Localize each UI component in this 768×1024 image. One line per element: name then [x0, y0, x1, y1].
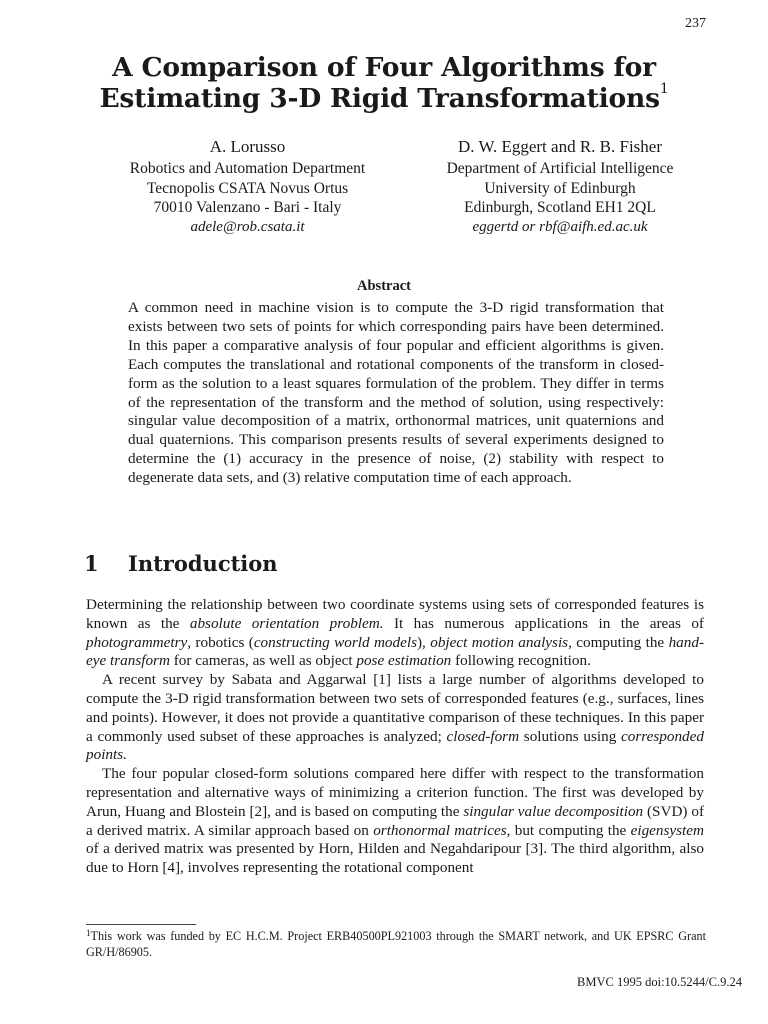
- author-department: Robotics and Automation Department: [129, 160, 366, 177]
- author-organization: Tecnopolis CSATA Novus Ortus: [146, 179, 349, 197]
- abstract-text: A common need in machine vision is to compute the 3-D rigid transformation that exists between two sets of points for which corresponding pairs have been determined. In this paper a comparative analysis of four popular and efficient algorithms is given. Each computes the translational and rotational components of the transform in closed-form as the solution to a least squares formulation of the problem. They differ in terms of the representation of the transform and the method of solution, using respectively: singular value decomposition of a matrix, orthonormal matrices, unit quaternions and dual quaternions. This comparison presents results of several experiments designed to determine the (1) accuracy in the presence of noise, (2) stability with respect to degenerate data sets, and (3) relative computation time of each approach.: [128, 299, 664, 487]
- author-address: Edinburgh, Scotland EH1 2QL: [464, 199, 656, 216]
- author-name: D. W. Eggert and R. B. Fisher: [458, 137, 662, 156]
- page-number: 237: [685, 16, 706, 31]
- title-line-1: A Comparison of Four Algorithms for: [112, 52, 656, 83]
- author-address: 70010 Valenzano - Bari - Italy: [153, 199, 342, 216]
- paper-title: [60, 52, 708, 114]
- footnote-rule: [86, 924, 196, 925]
- title-line-2: Estimating 3-D Rigid Transformations: [99, 83, 660, 114]
- title-footnote-mark: 1: [659, 81, 669, 97]
- author-name: A. Lorusso: [209, 137, 286, 156]
- intro-paragraph-3: The four popular closed-form solutions compared here differ with respect to the transformation representation and alternative ways of minimizing a criterion function. The first was developed by Arun, Huang and Blostein [2], and is based on computing the singular value decomposition (SVD) of a derived matrix. A similar approach based on orthonormal matrices, but computing the eigensystem of a derived matrix was presented by Horn, Hilden and Negahdaripour [3]. The third algorithm, also due to Horn [4], involves representing the rotational component: [86, 765, 705, 877]
- footnote-mark: 1: [86, 928, 91, 938]
- author-block: [95, 136, 705, 237]
- section-number: 1: [84, 551, 99, 576]
- intro-paragraph-1: Determining the relationship between two coordinate systems using sets of corresponded features is known as the absolute orientation problem. It has numerous applications in the areas of photogrammetry, robotics (constructing world models), object motion analysis, computing the hand-eye transform for cameras, as well as object pose estimation following recognition.: [86, 596, 704, 670]
- introduction-body: [86, 596, 704, 878]
- section-heading: [84, 551, 278, 576]
- author-right: [415, 136, 705, 237]
- footnote: [86, 929, 706, 960]
- abstract-body: [128, 299, 664, 488]
- author-email: adele@rob.csata.it: [190, 218, 305, 235]
- section-title: Introduction: [128, 551, 278, 576]
- intro-paragraph-2: A recent survey by Sabata and Aggarwal [1] lists a large number of algorithms developed to compute the 3-D rigid transformation between two sets of corresponded features (e.g., surfaces, lines and points). However, it does not provide a quantitative comparison of these techniques. In this paper a commonly used subset of these approaches is analyzed; closed-form solutions using corresponded points.: [86, 671, 704, 764]
- abstract-heading: Abstract: [357, 278, 411, 294]
- doi-label: BMVC 1995 doi:10.5244/C.9.24: [577, 975, 742, 989]
- author-email: eggertd or rbf@aifh.ed.ac.uk: [472, 218, 648, 235]
- author-department: Department of Artificial Intelligence: [446, 160, 674, 177]
- author-organization: University of Edinburgh: [484, 179, 636, 197]
- author-left: [95, 136, 400, 237]
- footnote-text: This work was funded by EC H.C.M. Project ERB40500PL921003 through the SMART network, and UK EPSRC Grant GR/H/86905.: [86, 929, 706, 959]
